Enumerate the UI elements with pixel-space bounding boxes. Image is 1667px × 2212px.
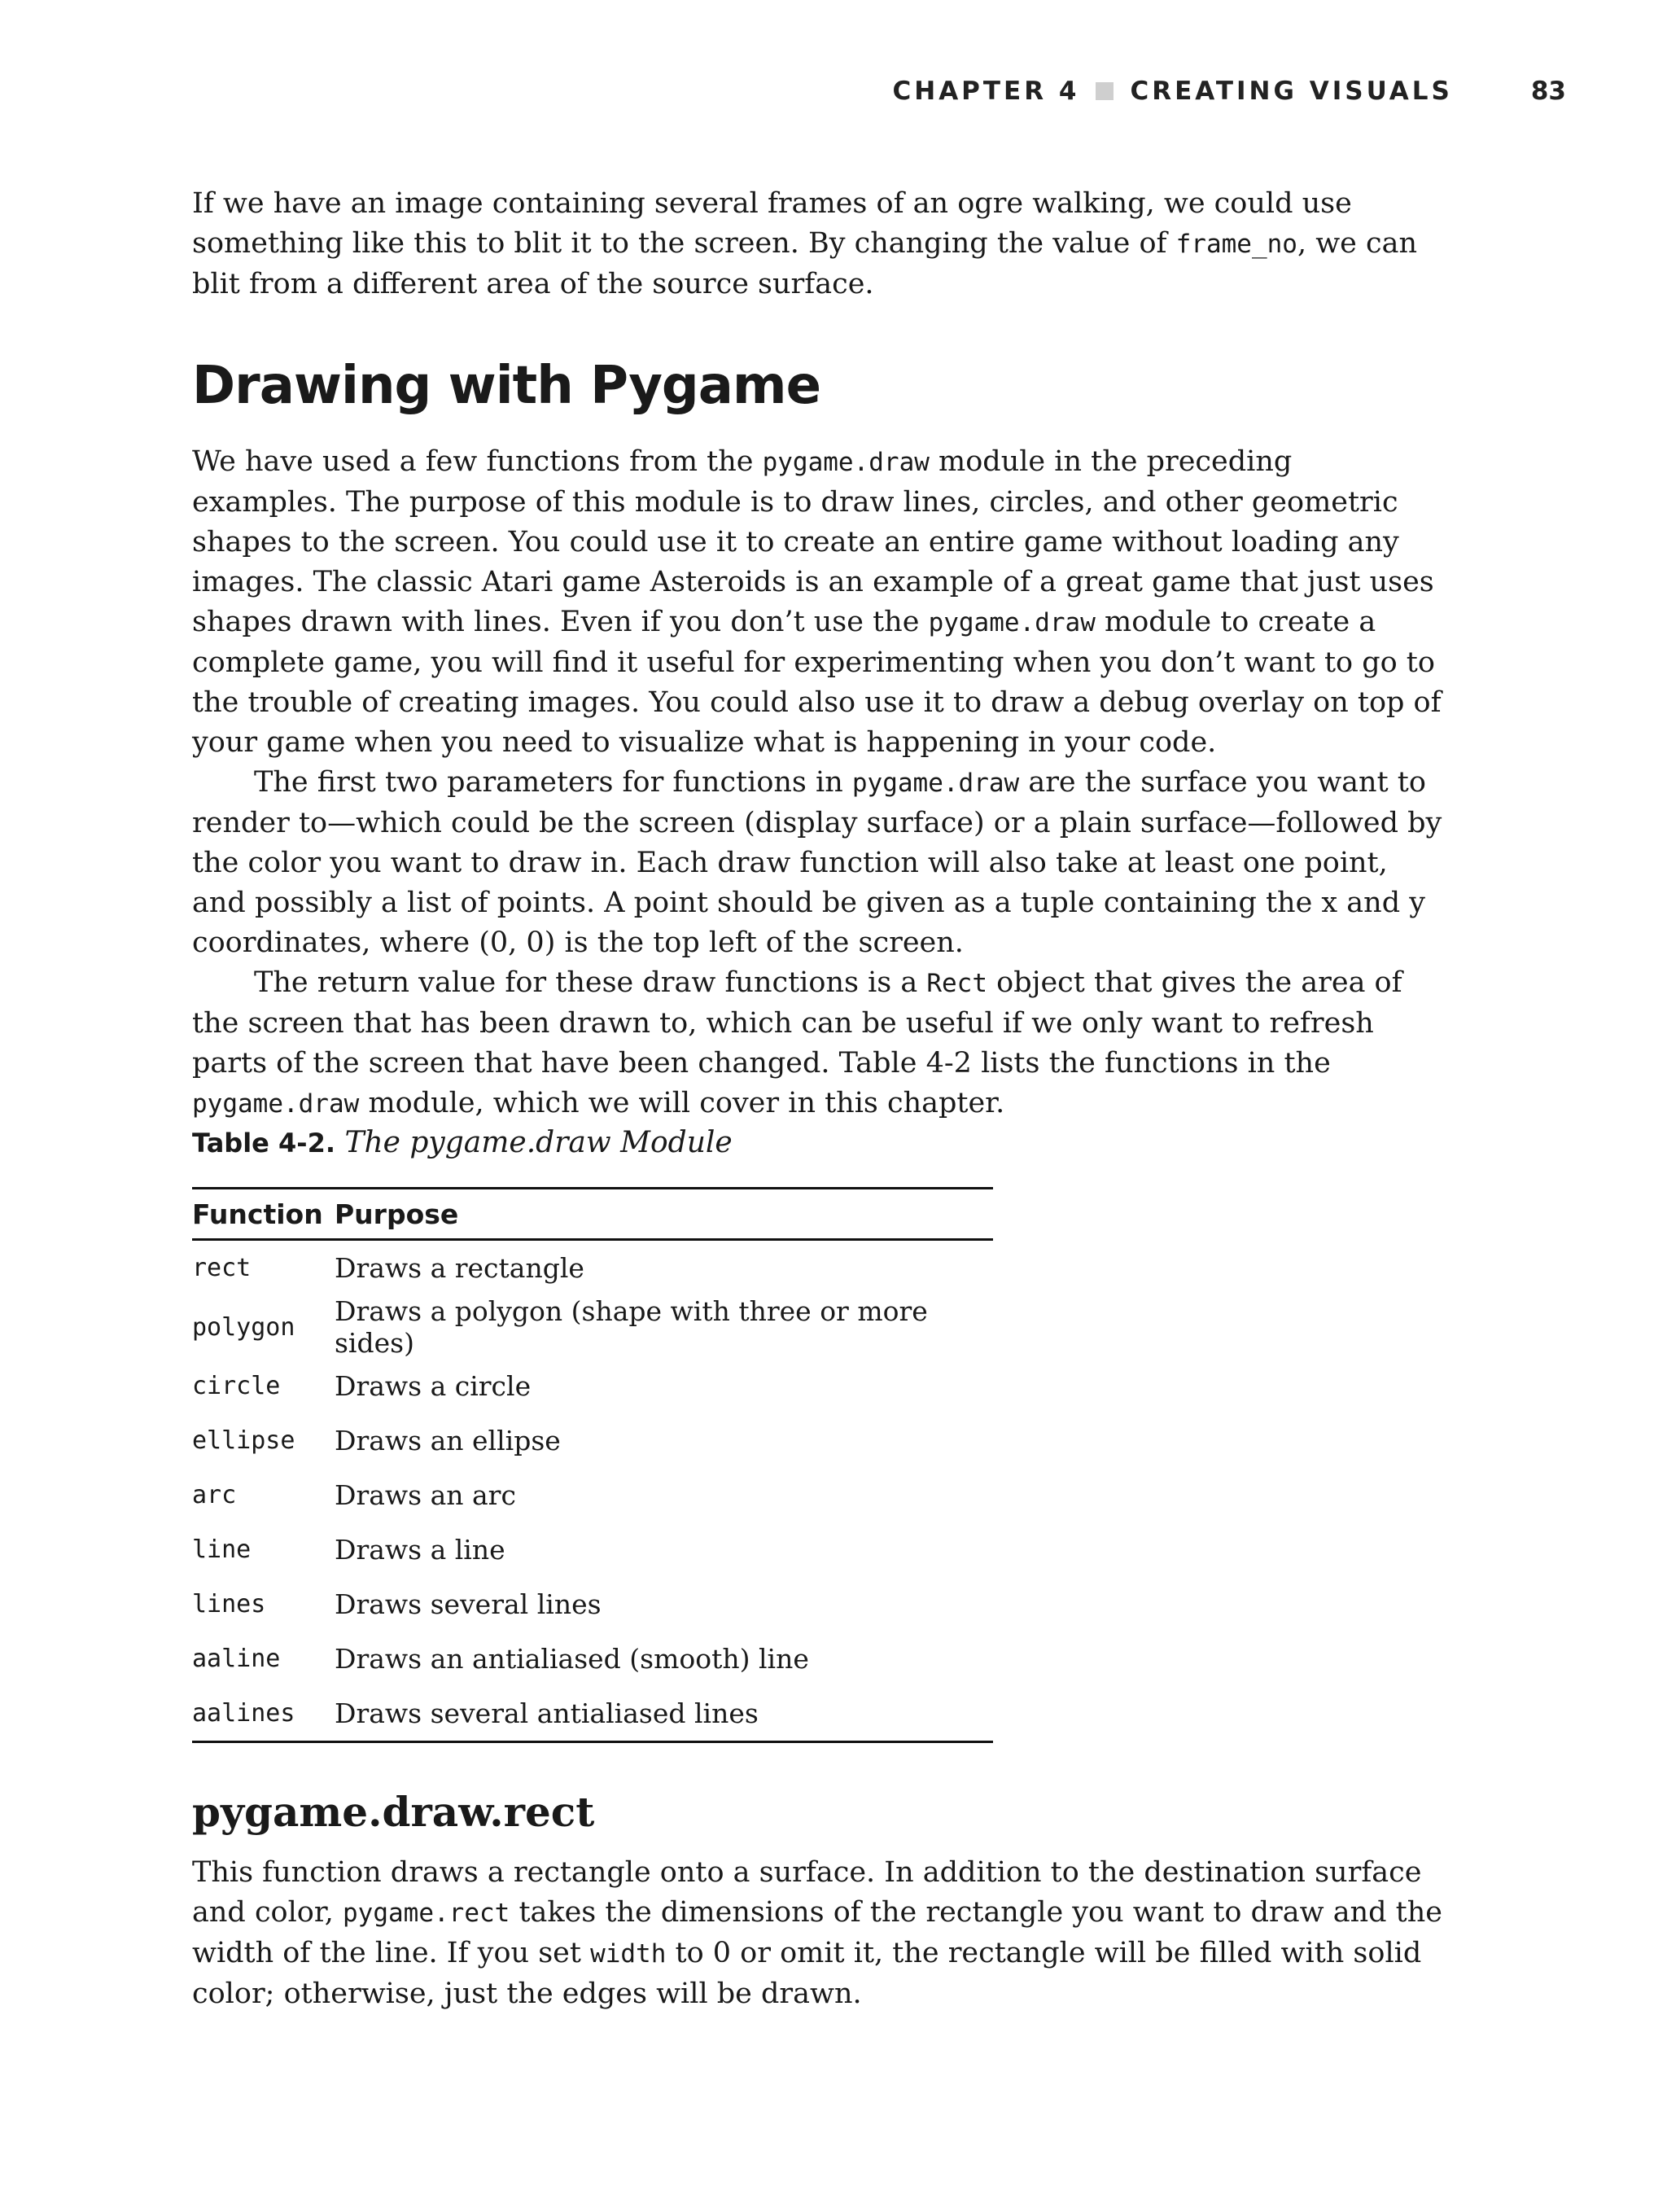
function-purpose: Draws a circle: [335, 1370, 532, 1402]
table-row: [192, 1359, 993, 1413]
drawing-section-body: [192, 442, 1446, 1124]
table-row: [192, 1295, 993, 1359]
function-purpose: Draws a polygon (shape with three or more sides): [335, 1295, 928, 1359]
body-paragraph-1: We have used a few functions from the pygame.draw module in the preceding examples. The purpose of this module is to draw lines, circles, and other geometric shapes to the screen. You could use it to create an entire game without loading any images. The classic Atari game Asteroids is an example of a great game that just uses shapes drawn with lines. Even if you don’t use the pygame.draw module to create a complete game, you will find it useful for experimenting when you don’t want to go to the trouble of creating images. You could also use it to draw a debug overlay on top of your game when you need to visualize what is happening in your code.: [192, 445, 1442, 759]
table-row: [192, 1413, 993, 1468]
column-header-purpose: Purpose: [335, 1189, 993, 1240]
table-label: Table 4-2.: [192, 1128, 335, 1159]
function-purpose: Draws a rectangle: [335, 1252, 584, 1284]
inline-code: Rect: [926, 969, 988, 998]
body-paragraph-2: The first two parameters for functions in pygame.draw are the surface you want to render to—which could be the screen (display surface) or a plain surface—followed by the color you want to draw in. Each draw function will also take at least one point, and possibly a list of points. A point should be given as a tuple containing the x and y coordinates, where (0, 0) is the top left of the screen.: [192, 766, 1442, 959]
inline-code: pygame.draw: [762, 448, 930, 477]
body-paragraph-3: The return value for these draw functions is a Rect object that gives the area of the screen that has been drawn to, which can be useful if we only want to refresh parts of the screen that have been changed. Table 4-2 lists the functions in the pygame.draw module, which we will cover in this chapter.: [192, 966, 1402, 1119]
function-purpose: Draws a line: [335, 1534, 505, 1566]
inline-code: pygame.draw: [851, 769, 1020, 798]
inline-code: frame_no: [1175, 230, 1297, 259]
function-purpose: Draws an arc: [335, 1479, 516, 1511]
function-name: lines: [192, 1590, 266, 1618]
inline-code: width: [590, 1939, 667, 1969]
table-row: [192, 1522, 993, 1577]
inline-code: pygame.draw: [192, 1089, 360, 1119]
function-name: ellipse: [192, 1426, 295, 1455]
table-header-row: [192, 1189, 993, 1240]
subsection-heading-rect: pygame.draw.rect: [192, 1788, 595, 1836]
function-name: rect: [192, 1254, 252, 1282]
table-title: The pygame.draw Module: [344, 1126, 733, 1159]
header-separator-square: [1096, 82, 1114, 100]
function-purpose: Draws several lines: [335, 1588, 602, 1620]
table-row: [192, 1686, 993, 1742]
function-purpose: Draws an antialiased (smooth) line: [335, 1643, 809, 1675]
function-purpose: Draws several antialiased lines: [335, 1697, 759, 1729]
page-number: 83: [1530, 77, 1566, 106]
rect-section-body: [192, 1853, 1446, 2014]
table-row: [192, 1468, 993, 1522]
table-row: [192, 1577, 993, 1632]
function-name: aalines: [192, 1699, 295, 1728]
function-name: polygon: [192, 1312, 295, 1342]
draw-functions-table: [192, 1187, 993, 1743]
running-header: [814, 77, 1566, 106]
function-name: aaline: [192, 1645, 281, 1673]
function-name: line: [192, 1535, 252, 1564]
table-row: [192, 1240, 993, 1296]
chapter-label: CHAPTER 4: [892, 77, 1080, 106]
inline-code: pygame.draw: [928, 608, 1096, 637]
body-paragraph-4: This function draws a rectangle onto a surface. In addition to the destination surface and color, pygame.rect takes the dimensions of the rectangle you want to draw and the width of the line. If you set width to 0 or omit it, the rectangle will be filled with solid color; otherwise, just the edges will be drawn.: [192, 1856, 1442, 2010]
section-heading-drawing: Drawing with Pygame: [192, 356, 820, 416]
table-row: [192, 1632, 993, 1686]
table-caption: [192, 1124, 733, 1163]
column-header-function: Function: [192, 1189, 335, 1240]
inline-code: pygame.rect: [343, 1899, 510, 1928]
function-name: arc: [192, 1481, 237, 1509]
function-purpose: Draws an ellipse: [335, 1425, 561, 1456]
intro-paragraph: If we have an image containing several frames of an ogre walking, we could use something like this to blit it to the screen. By changing the value of frame_no, we can blit from a different area of the source surface.: [192, 187, 1418, 300]
chapter-title: CREATING VISUALS: [1130, 77, 1453, 106]
function-name: circle: [192, 1372, 281, 1400]
intro-paragraph-block: [192, 184, 1446, 304]
